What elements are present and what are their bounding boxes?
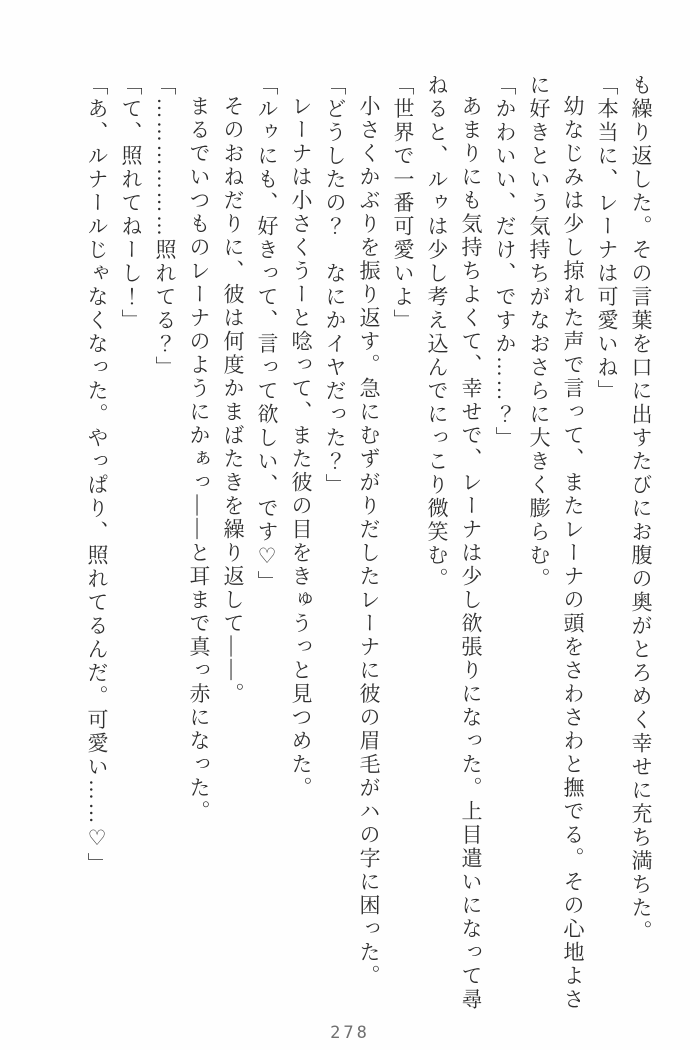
page-number: 278 bbox=[330, 1023, 370, 1043]
paragraph-narration: そのおねだりに、彼は何度かまばたきを繰り返して――。 bbox=[221, 95, 245, 706]
paragraph-dialogue: 「………………照れてる？」 bbox=[153, 74, 177, 380]
paragraph-dialogue: 「本当に、レーナは可愛いね」 bbox=[595, 74, 619, 403]
paragraph-narration: レーナは小さくうーと唸って、また彼の目をきゅうっと見つめた。 bbox=[289, 95, 313, 800]
paragraph-dialogue: 「かわいい、だけ、ですか……？」 bbox=[493, 74, 517, 450]
paragraph-narration: あまりにも気持ちよくて、幸せで、レーナは少し欲張りになった。上目遣いになって尋ねると、ルゥは少し考え込んでにっこり微笑む。 bbox=[425, 74, 483, 1012]
paragraph-narration: 幼なじみは少し掠れた声で言って、またレーナの頭をさわさわと撫でる。その心地よさに好きという気持ちがなおさらに大きく膨らむ。 bbox=[527, 74, 585, 1012]
paragraph-narration: 小さくかぶりを振り返す。急にむずがりだしたレーナに彼の眉毛がハの字に困った。 bbox=[357, 95, 381, 988]
paragraph-dialogue: 「あ、ルナールじゃなくなった。やっぱり、照れてるんだ。可愛い……♡」 bbox=[85, 74, 109, 876]
vertical-text-block bbox=[80, 74, 658, 1026]
paragraph-dialogue: 「世界で一番可愛いよ」 bbox=[391, 74, 415, 333]
paragraph-continuation: も繰り返した。その言葉を口に出すたびにお腹の奥がとろめく幸せに充ち満ちた。 bbox=[629, 74, 653, 944]
paragraph-dialogue: 「どうしたの？ なにかイヤだった？」 bbox=[323, 74, 347, 497]
paragraph-dialogue: 「ルゥにも、好きって、言って欲しい、です♡」 bbox=[255, 74, 279, 594]
paragraph-narration: まるでいつものレーナのようにかぁっ――と耳まで真っ赤になった。 bbox=[187, 95, 211, 824]
paragraph-dialogue: 「て、照れてねーし！」 bbox=[119, 74, 143, 333]
